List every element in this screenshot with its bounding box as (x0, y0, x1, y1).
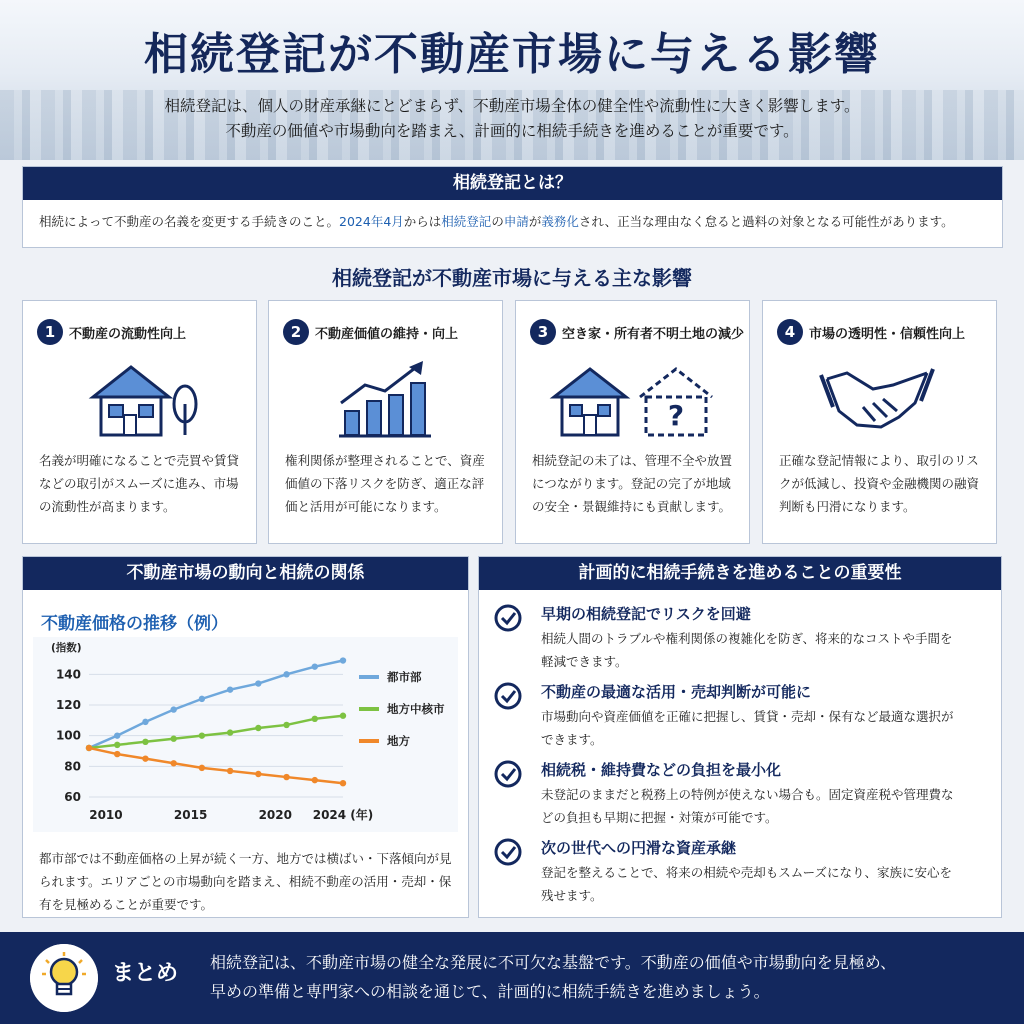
x-tick-label: 2024 (年) (312, 808, 374, 822)
impact-title: 不動産の流動性向上 (69, 327, 187, 342)
impact-body: 権利関係が整理されることで、資産価値の下落リスクを防ぎ、適正な評価と活用が可能になります。 (285, 453, 485, 514)
definition-panel (22, 166, 1003, 248)
data-point (199, 732, 205, 738)
impact-card-1 (22, 300, 257, 544)
planning-item-title: 次の世代への円滑な資産承継 (541, 839, 737, 857)
definition-text-part: 相続によって不動産の名義を変更する手続きのこと。 (39, 214, 340, 229)
summary-line-1: 相続登記は、不動産市場の健全な発展に不可欠な基盤です。不動産の価値や市場動向を見極め、 (210, 953, 897, 972)
series-line-3 (89, 748, 343, 783)
impact-title: 市場の透明性・信頼性向上 (809, 327, 966, 342)
impact-card-2 (268, 300, 503, 544)
y-tick-label: 140 (55, 667, 81, 682)
check-circle-icon (493, 603, 523, 633)
data-point (227, 768, 233, 774)
x-tick-label: 2015 (173, 808, 208, 822)
market-trend-heading: 不動産市場の動向と相続の関係 (23, 557, 468, 590)
impacts-heading: 相続登記が不動産市場に与える主な影響 (332, 266, 692, 290)
market-trend-note: 都市部では不動産価格の上昇が続く一方、地方では横ばい・下落傾向が見られます。エリアごとの市場動向を踏まえ、相続不動産の活用・売却・保有を見極めることが重要です。 (39, 851, 452, 912)
data-point (312, 716, 318, 722)
data-point (170, 760, 176, 766)
data-point (283, 774, 289, 780)
definition-text-part: からは (403, 214, 442, 229)
lead-line-2: 不動産の価値や市場動向を踏まえ、計画的に相続手続きを進めることが重要です。 (225, 122, 799, 140)
planning-item-body: 登記を整えることで、将来の相続や売却もスムーズになり、家族に安心を残せます。 (541, 865, 953, 903)
house-tree-icon (23, 359, 256, 439)
page-title: 相続登記が不動産市場に与える影響 (144, 29, 880, 80)
data-point (227, 686, 233, 692)
y-tick-label: 100 (55, 728, 81, 743)
summary-line-2: 早めの準備と専門家への相談を通じて、計画的に相続手続きを進めましょう。 (210, 982, 770, 1001)
check-circle-icon (493, 837, 523, 867)
data-point (170, 736, 176, 742)
check-circle-icon (493, 759, 523, 789)
data-point (199, 696, 205, 702)
planning-panel (478, 556, 1002, 918)
planning-item-title: 相続税・維持費などの負担を最小化 (541, 761, 782, 779)
lightbulb-icon (30, 944, 98, 1012)
data-point (312, 777, 318, 783)
price-trend-chart (33, 637, 458, 832)
y-tick-label: 60 (64, 790, 81, 804)
summary-label: まとめ (112, 961, 179, 986)
data-point (312, 663, 318, 669)
data-point (114, 742, 120, 748)
data-point (283, 722, 289, 728)
data-point (114, 732, 120, 738)
planning-heading: 計画的に相続手続きを進めることの重要性 (479, 557, 1001, 590)
definition-highlight-registration: 相続登記 (441, 214, 492, 229)
y-axis-label: (指数) (51, 642, 82, 654)
data-point (142, 739, 148, 745)
definition-text-part: され、正当な理由なく怠ると過料の対象となる可能性があります。 (578, 214, 954, 229)
impact-card-3 (515, 300, 750, 544)
data-point (142, 755, 148, 761)
check-circle-icon (493, 681, 523, 711)
impact-body: 正確な登記情報により、取引のリスクが低減し、投資や金融機関の融資判断も円滑になります。 (779, 453, 980, 514)
definition-highlight-mandatory: 義務化 (541, 214, 579, 229)
definition-text (23, 200, 1002, 242)
planning-item-title: 不動産の最適な活用・売却判断が可能に (541, 683, 812, 701)
summary-text (210, 948, 1010, 1006)
chart-title: 不動産価格の推移（例） (41, 614, 228, 634)
definition-highlight-date: 2024年4月 (339, 214, 404, 229)
impact-number: 1 (37, 319, 63, 345)
data-point (340, 713, 346, 719)
data-point (114, 751, 120, 757)
impact-title: 空き家・所有者不明土地の減少 (562, 327, 745, 342)
data-point (86, 745, 92, 751)
data-point (283, 671, 289, 677)
bar-growth-icon (269, 359, 502, 439)
impact-number: 3 (530, 319, 556, 345)
planning-item-body: 未登記のままだと税務上の特例が使えない場合も。固定資産税や管理費などの負担も早期に把握・対策が可能です。 (541, 787, 954, 825)
impact-number: 2 (283, 319, 309, 345)
impact-body: 相続登記の未了は、管理不全や放置につながります。登記の完了が地域の安全・景観維持にも貢献します。 (532, 453, 733, 514)
house-question-icon (516, 359, 749, 439)
definition-heading: 相続登記とは？ (23, 167, 1002, 200)
data-point (199, 765, 205, 771)
impact-number: 4 (777, 319, 803, 345)
impact-body: 名義が明確になることで売買や賃貸などの取引がスムーズに進み、市場の流動性が高まります。 (39, 453, 240, 514)
lead-text (0, 94, 1024, 144)
data-point (170, 706, 176, 712)
data-point (340, 780, 346, 786)
data-point (340, 657, 346, 663)
x-tick-label: 2020 (258, 808, 292, 822)
y-tick-label: 80 (64, 759, 81, 774)
data-point (227, 729, 233, 735)
definition-highlight-application: 申請 (503, 214, 529, 229)
market-trend-panel (22, 556, 469, 918)
planning-item-body: 相続人間のトラブルや権利関係の複雑化を防ぎ、将来的なコストや手間を軽減できます。 (541, 631, 953, 669)
data-point (255, 725, 261, 731)
data-point (255, 771, 261, 777)
legend-label: 地方中核市 (387, 702, 445, 716)
planning-item-body: 市場動向や資産価値を正確に把握し、賃貸・売却・保有など最適な選択ができます。 (541, 709, 954, 747)
hero-header (0, 0, 1024, 160)
legend-label: 地方 (387, 734, 410, 748)
definition-text-part: の (491, 214, 504, 229)
lead-line-1: 相続登記は、個人の財産承継にとどまらず、不動産市場全体の健全性や流動性に大きく影響します。 (164, 97, 860, 115)
definition-text-part: が (528, 214, 542, 229)
y-tick-label: 120 (55, 698, 81, 712)
legend-label: 都市部 (387, 670, 422, 684)
chart-area (33, 637, 458, 832)
planning-item-title: 早期の相続登記でリスクを回避 (541, 605, 751, 623)
data-point (255, 680, 261, 686)
impact-title: 不動産価値の維持・向上 (315, 327, 459, 342)
x-tick-label: 2010 (89, 808, 123, 822)
impact-card-4 (762, 300, 997, 544)
handshake-icon (763, 359, 996, 439)
svg-text:?: ? (667, 399, 685, 432)
summary-banner (0, 932, 1024, 1024)
data-point (142, 719, 148, 725)
